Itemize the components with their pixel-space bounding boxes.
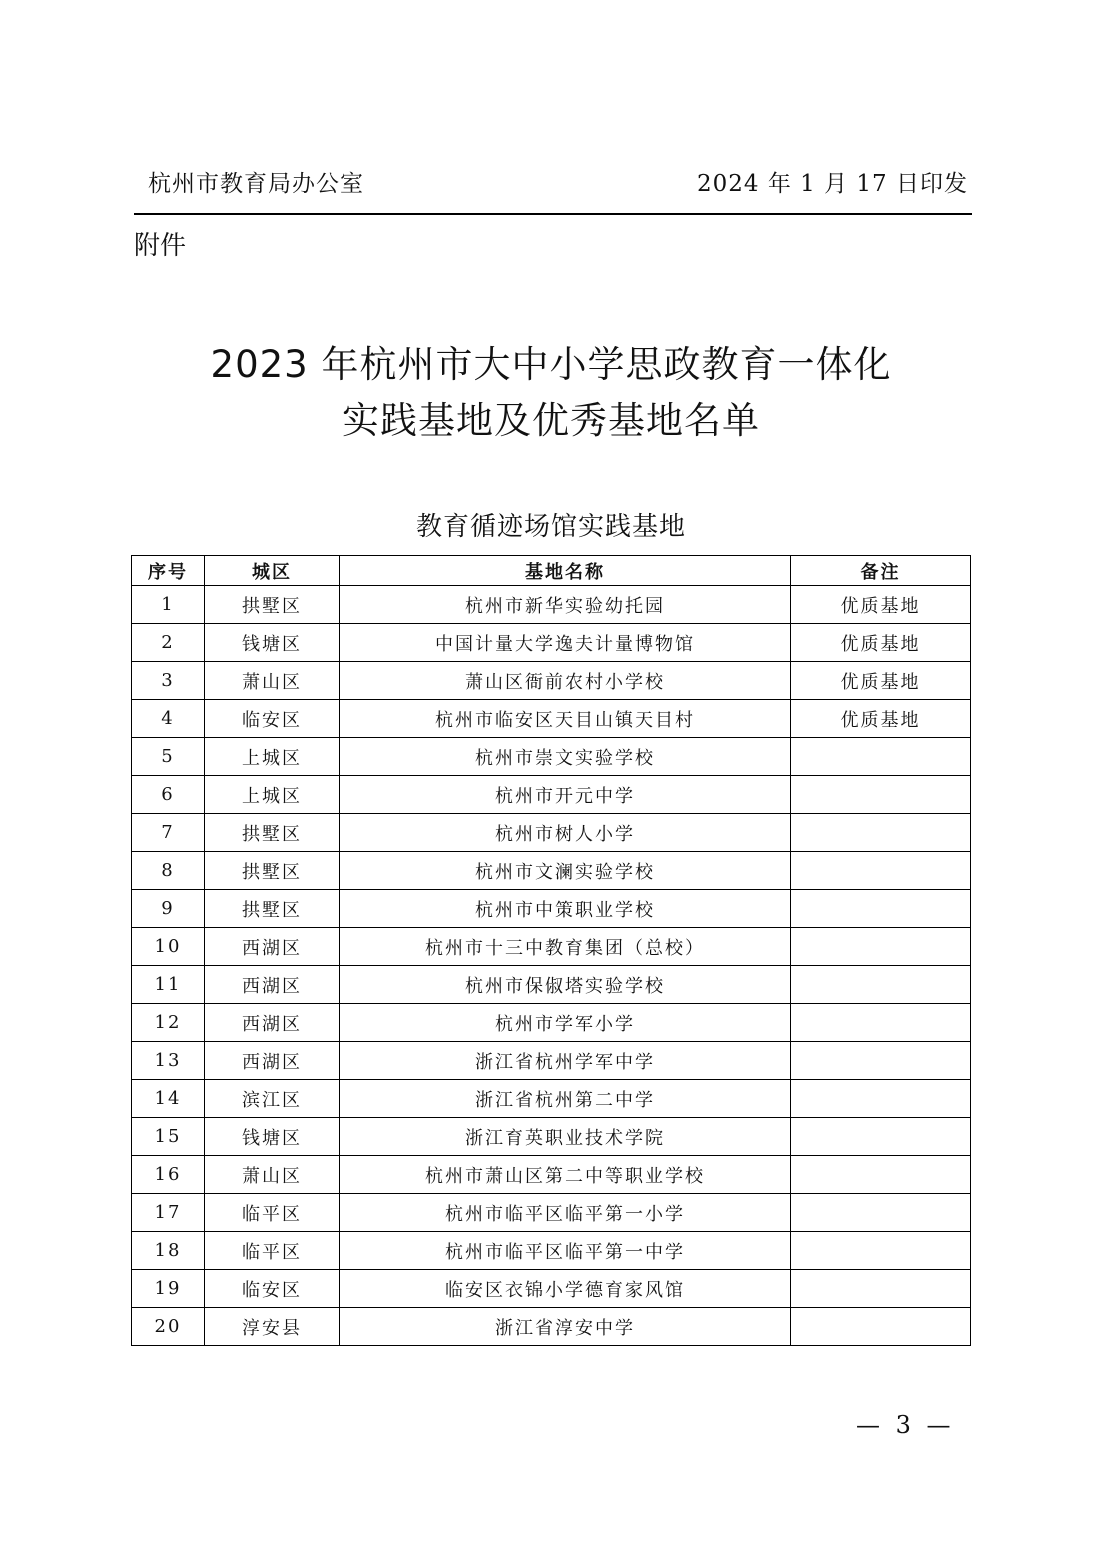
column-header-base-name: 基地名称 [340,556,791,586]
table-row [132,1194,971,1232]
cell-remark [791,738,971,776]
cell-district: 淳安县 [205,1308,340,1346]
cell-base-name: 杭州市十三中教育集团（总校） [340,928,791,966]
table-row [132,624,971,662]
cell-district: 滨江区 [205,1080,340,1118]
cell-remark [791,928,971,966]
table-row [132,586,971,624]
cell-district: 西湖区 [205,928,340,966]
cell-remark [791,1118,971,1156]
cell-district: 上城区 [205,776,340,814]
cell-remark: 优质基地 [791,700,971,738]
table-row [132,1080,971,1118]
cell-remark [791,814,971,852]
table-body [132,586,971,1346]
cell-index: 3 [132,662,205,700]
cell-remark: 优质基地 [791,586,971,624]
document-header [134,166,972,202]
cell-remark [791,1232,971,1270]
cell-remark [791,1004,971,1042]
table-row [132,890,971,928]
table-row [132,852,971,890]
cell-index: 11 [132,966,205,1004]
cell-district: 萧山区 [205,662,340,700]
cell-district: 拱墅区 [205,814,340,852]
cell-index: 4 [132,700,205,738]
column-header-district: 城区 [205,556,340,586]
table-row [132,1308,971,1346]
table-row [132,814,971,852]
issuer-name: 杭州市教育局办公室 [148,171,364,197]
cell-remark: 优质基地 [791,624,971,662]
cell-remark [791,852,971,890]
page-number: — 3 — [856,1411,955,1439]
cell-district: 西湖区 [205,1042,340,1080]
cell-base-name: 浙江省杭州第二中学 [340,1080,791,1118]
cell-base-name: 杭州市中策职业学校 [340,890,791,928]
cell-district: 临安区 [205,700,340,738]
cell-index: 10 [132,928,205,966]
cell-index: 7 [132,814,205,852]
cell-remark: 优质基地 [791,662,971,700]
table-header-row [132,556,971,586]
column-header-index: 序号 [132,556,205,586]
table-row [132,738,971,776]
cell-remark [791,1308,971,1346]
cell-district: 钱塘区 [205,624,340,662]
cell-district: 临平区 [205,1232,340,1270]
section-title: 教育循迹场馆实践基地 [415,512,686,542]
practice-base-table [131,555,971,1346]
cell-base-name: 浙江育英职业技术学院 [340,1118,791,1156]
cell-district: 钱塘区 [205,1118,340,1156]
table-row [132,700,971,738]
table-row [132,1156,971,1194]
cell-remark [791,890,971,928]
table-row [132,928,971,966]
cell-district: 上城区 [205,738,340,776]
cell-index: 8 [132,852,205,890]
cell-district: 拱墅区 [205,890,340,928]
title-line-2: 实践基地及优秀基地名单 [342,399,760,442]
cell-base-name: 临安区衣锦小学德育家风馆 [340,1270,791,1308]
table-row [132,1270,971,1308]
cell-index: 13 [132,1042,205,1080]
cell-index: 14 [132,1080,205,1118]
cell-district: 萧山区 [205,1156,340,1194]
cell-base-name: 杭州市萧山区第二中等职业学校 [340,1156,791,1194]
title-line-1: 2023 年杭州市大中小学思政教育一体化 [210,343,892,386]
cell-base-name: 杭州市保俶塔实验学校 [340,966,791,1004]
cell-base-name: 中国计量大学逸夫计量博物馆 [340,624,791,662]
table-row [132,1042,971,1080]
document-title [0,337,1102,449]
cell-district: 拱墅区 [205,852,340,890]
cell-base-name: 浙江省淳安中学 [340,1308,791,1346]
cell-index: 15 [132,1118,205,1156]
cell-remark [791,1194,971,1232]
cell-index: 18 [132,1232,205,1270]
cell-district: 拱墅区 [205,586,340,624]
table-row [132,966,971,1004]
table-row [132,662,971,700]
cell-base-name: 杭州市临安区天目山镇天目村 [340,700,791,738]
cell-index: 5 [132,738,205,776]
cell-index: 20 [132,1308,205,1346]
cell-base-name: 杭州市开元中学 [340,776,791,814]
cell-remark [791,1156,971,1194]
cell-index: 1 [132,586,205,624]
cell-base-name: 浙江省杭州学军中学 [340,1042,791,1080]
cell-remark [791,1270,971,1308]
cell-district: 临平区 [205,1194,340,1232]
cell-index: 12 [132,1004,205,1042]
table-row [132,1118,971,1156]
cell-index: 9 [132,890,205,928]
cell-index: 19 [132,1270,205,1308]
cell-remark [791,1080,971,1118]
cell-district: 临安区 [205,1270,340,1308]
cell-district: 西湖区 [205,966,340,1004]
issue-date: 2024 年 1 月 17 日印发 [697,171,968,197]
column-header-remark: 备注 [791,556,971,586]
cell-base-name: 杭州市树人小学 [340,814,791,852]
cell-remark [791,776,971,814]
cell-base-name: 杭州市文澜实验学校 [340,852,791,890]
cell-remark [791,1042,971,1080]
attachment-label: 附件 [134,231,187,261]
cell-district: 西湖区 [205,1004,340,1042]
cell-remark [791,966,971,1004]
cell-base-name: 杭州市新华实验幼托园 [340,586,791,624]
cell-base-name: 杭州市崇文实验学校 [340,738,791,776]
cell-index: 6 [132,776,205,814]
cell-base-name: 杭州市临平区临平第一小学 [340,1194,791,1232]
cell-base-name: 萧山区衙前农村小学校 [340,662,791,700]
cell-index: 16 [132,1156,205,1194]
cell-base-name: 杭州市临平区临平第一中学 [340,1232,791,1270]
table-row [132,776,971,814]
cell-index: 17 [132,1194,205,1232]
cell-index: 2 [132,624,205,662]
table-row [132,1232,971,1270]
table-row [132,1004,971,1042]
header-divider [134,213,972,215]
cell-base-name: 杭州市学军小学 [340,1004,791,1042]
